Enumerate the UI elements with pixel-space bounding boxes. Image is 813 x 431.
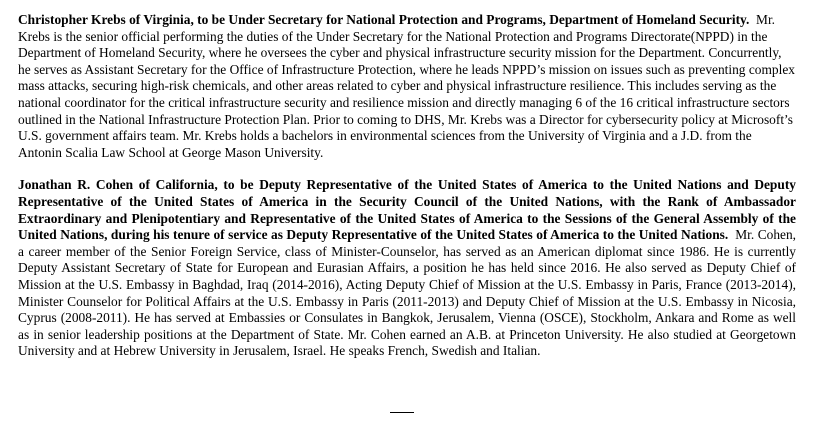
nominee-bio: Mr. Cohen, a career member of the Senior Foreign Service, class of Minister-Counselor, has served as an American diplomat since 1986. He is currently Deputy Assistant Secretary of State for European and Eurasian Affairs, a position he has held since 2016. He also served as Deputy Chief of Mission at the U.S. Embassy in Baghdad, Iraq (2014-2016), Acting Deputy Chief of Mission at the U.S. Embassy in Paris, France (2013-2014), Minister Counselor for Political Affairs at the U.S. Embassy in Paris (2011-2013) and Deputy Chief of Mission at the U.S. Embassy in Nicosia, Cyprus (2008-2011). He has served at Embassies or Consulates in Bangkok, Jerusalem, Vienna (OSCE), Stockholm, Ankara and Rome as well as in senior leadership positions at the Department of State. Mr. Cohen earned an A.B. at Princeton University. He also studied at Georgetown University and at Hebrew University in Jerusalem, Israel. He speaks French, Swedish and Italian. <box>18 227 797 359</box>
nominee-heading: Christopher Krebs of Virginia, to be Under Secretary for National Protection and Programs, Department of Homeland Security. <box>18 12 750 27</box>
end-divider <box>390 412 414 413</box>
document-page <box>18 12 796 376</box>
nomination-krebs <box>18 12 796 161</box>
nominee-bio: Mr. Krebs is the senior official performing the duties of the Under Secretary for the National Protection and Programs Directorate(NPPD) in the Department of Homeland Security, where he oversees the cyber and physical infrastructure security mission for the Department. Concurrently, he serves as Assistant Secretary for the Office of Infrastructure Protection, where he leads NPPD’s mission on issues such as preventing complex mass attacks, securing high-risk chemicals, and other areas related to cyber and physical infrastructure resilience. This includes serving as the national coordinator for the critical infrastructure security and resilience mission and directly managing 6 of the 16 critical infrastructure sectors outlined in the National Infrastructure Protection Plan. Prior to coming to DHS, Mr. Krebs was a Director for cybersecurity policy at Microsoft’s U.S. government affairs team. Mr. Krebs holds a bachelors in environmental sciences from the University of Virginia and a J.D. from the Antonin Scalia Law School at George Mason University. <box>18 12 795 160</box>
nominee-heading: Jonathan R. Cohen of California, to be Deputy Representative of the United States of America to the United Nations and Deputy Representative of the United States of America in the Security Council of the United Nations, with the Rank of Ambassador Extraordinary and Plenipotentiary and Representative of the United States of America to the Sessions of the General Assembly of the United Nations, during his tenure of service as Deputy Representative of the United States of America to the United Nations. <box>18 177 796 243</box>
nomination-cohen <box>18 177 796 360</box>
